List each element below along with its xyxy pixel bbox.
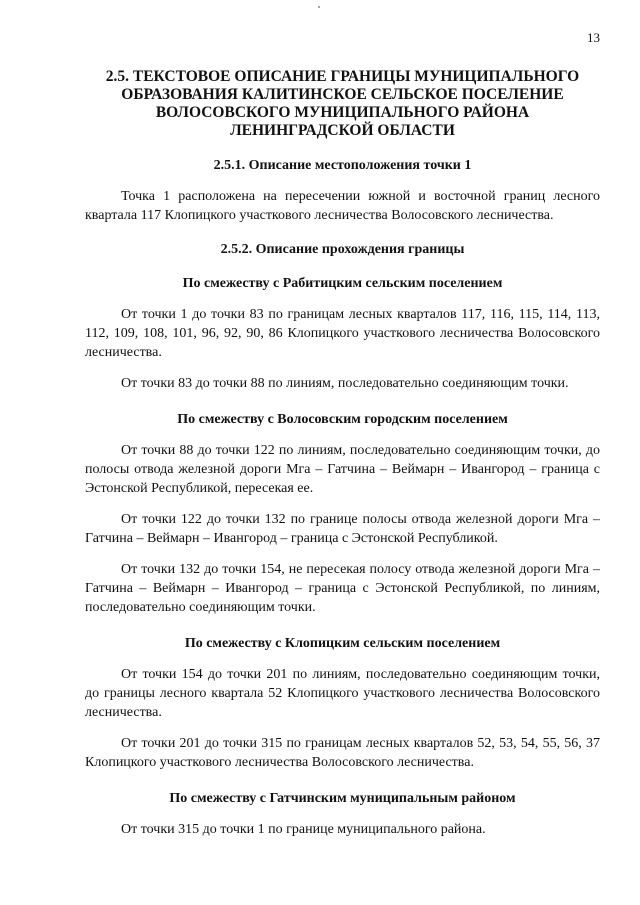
paragraph-volosovo-2: От точки 122 до точки 132 по границе полосы отвода железной дороги Мга – Гатчина – Веймарн – Ивангород – граница с Эстонской Республикой. (85, 512, 600, 546)
paragraph-gatchina-1: От точки 315 до точки 1 по границе муниципального района. (121, 822, 486, 837)
paragraph-klopitsy-1: От точки 154 до точки 201 по линиям, последовательно соединяющим точки, до границы лесного квартала 52 Клопицкого участкового лесничества Волосовского лесничества. (85, 667, 600, 720)
section-heading-2-5-1: 2.5.1. Описание местоположения точки 1 (213, 158, 472, 173)
section-heading-2-5-2: 2.5.2. Описание прохождения границы (220, 242, 465, 257)
document-body (85, 68, 600, 851)
scan-speck (318, 6, 320, 8)
paragraph-volosovo-3: От точки 132 до точки 154, не пересекая полосу отвода железной дороги Мга – Гатчина – Веймарн – Ивангород – граница с Эстонской Республикой, по линиям, последовательно соединяющим точки. (85, 562, 600, 615)
paragraph-volosovo-1: От точки 88 до точки 122 по линиям, последовательно соединяющим точки, до полосы отвода железной дороги Мга – Гатчина – Веймарн – Ивангород – граница с Эстонской Республикой, пересекая ее. (85, 443, 600, 496)
subheading-rabitic: По смежеству с Рабитицким сельским поселением (182, 276, 503, 291)
subheading-gatchina: По смежеству с Гатчинским муниципальным районом (169, 791, 516, 806)
subheading-klopitsy: По смежеству с Клопицким сельским поселением (184, 636, 501, 651)
title-line-3: ВОЛОСОВСКОГО МУНИЦИПАЛЬНОГО РАЙОНА (155, 104, 530, 121)
subheading-volosovo: По смежеству с Волосовским городским поселением (177, 412, 508, 427)
paragraph-rabitic-1: От точки 1 до точки 83 по границам лесных кварталов 117, 116, 115, 114, 113, 112, 109, 108, 101, 96, 92, 90, 86 Клопицкого участкового лесничества Волосовского лесничества. (85, 307, 600, 360)
title-line-2: ОБРАЗОВАНИЯ КАЛИТИНСКОЕ СЕЛЬСКОЕ ПОСЕЛЕНИЕ (121, 86, 564, 103)
document-title (85, 68, 600, 140)
paragraph-point-1-location: Точка 1 расположена на пересечении южной и восточной границ лесного квартала 117 Клопицкого участкового лесничества Волосовского лесничества. (85, 189, 600, 223)
paragraph-rabitic-2: От точки 83 до точки 88 по линиям, последовательно соединяющим точки. (121, 376, 569, 391)
paragraph-klopitsy-2: От точки 201 до точки 315 по границам лесных кварталов 52, 53, 54, 55, 56, 37 Клопицкого участкового лесничества Волосовского лесничества. (85, 736, 600, 770)
page-number: 13 (587, 30, 600, 45)
title-line-1: 2.5. ТЕКСТОВОЕ ОПИСАНИЕ ГРАНИЦЫ МУНИЦИПАЛЬНОГО (105, 68, 580, 85)
title-line-4: ЛЕНИНГРАДСКОЙ ОБЛАСТИ (230, 122, 455, 139)
